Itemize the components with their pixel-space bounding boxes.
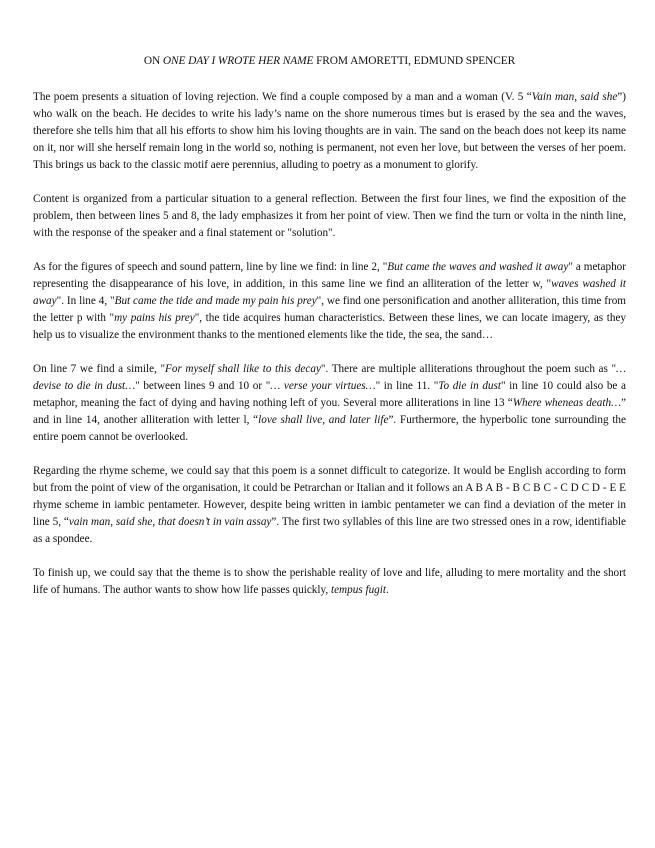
paragraph-rhyme-scheme — [33, 463, 626, 548]
text-run: " in line 10 could also be a metaphor, meaning the fact of dying and having nothing left of you. Several more alliterations in line 13 “ — [33, 380, 626, 409]
text-run: Regarding the rhyme scheme, we could say that this poem is a sonnet difficult to categorize. It would be English according to form but from the point of view of the organisation, it could be Petrarchan or Italian and it follows an A B A B - B C B C - C D C D - E E rhyme scheme in iambic pentameter. However, despite being written in iambic pentameter we can find a deviation of the meter in line 5, “ — [33, 465, 626, 528]
quote-run: But came the waves and washed it away — [387, 261, 569, 273]
paragraph-content — [33, 191, 626, 242]
title-prefix: ON — [143, 55, 163, 67]
quote-run: To die in dust — [438, 380, 501, 392]
text-run: ". In line 4, " — [56, 295, 115, 307]
quote-run: vain man, said she, that doesn’t in vain assay — [68, 516, 272, 528]
text-run: To finish up, we could say that the theme is to show the perishable reality of love and life, alluding to mere mortality and the short life of humans. The author wants to show how life passes quickly, — [33, 567, 626, 596]
quote-run: waves washed it away — [33, 278, 627, 307]
paragraph-simile — [33, 361, 626, 446]
text-run: As for the figures of speech and sound pattern, line by line we find: in line 2, " — [33, 261, 388, 273]
text-run: On line 7 we find a simile, " — [33, 363, 166, 375]
text-run: ”. The first two syllables of this line are two stressed ones in a row, identifiable as a spondee. — [33, 516, 626, 545]
quote-run: But came the tide and made my pain his prey — [114, 295, 317, 307]
text-run: ". There are multiple alliterations throughout the poem such as " — [320, 363, 617, 375]
text-run: The poem presents a situation of loving rejection. We find a couple composed by a man and a woman (V. 5 “ — [33, 91, 532, 103]
title-poem-name: ONE DAY I WROTE HER NAME — [162, 55, 314, 67]
text-run: " between lines 9 and 10 or " — [135, 380, 271, 392]
quote-run: … devise to die in dust… — [33, 363, 626, 392]
text-run: ” and in line 14, another alliteration with letter l, “ — [33, 397, 626, 426]
quote-run: For myself shall like to this decay — [165, 363, 321, 375]
quote-run: love shall live, and later life — [258, 414, 389, 426]
text-run: ”. Furthermore, the hyperbolic tone surrounding the entire poem cannot be overlooked. — [33, 414, 626, 443]
paragraph-conclusion — [33, 565, 626, 599]
paragraph-figures — [33, 259, 626, 344]
text-run: . — [386, 584, 389, 596]
text-run: Content is organized from a particular situation to a general reflection. Between the first four lines, we find the exposition of the problem, then between lines 5 and 8, the lady emphasizes it from her point of view. Then we find the turn or volta in the ninth line, with the response of the speaker and a final statement or "solution". — [33, 193, 626, 239]
document-title — [33, 53, 626, 70]
title-suffix: FROM AMORETTI, EDMUND SPENCER — [313, 55, 516, 67]
quote-run: tempus fugit — [330, 584, 386, 596]
text-run: " a metaphor representing the disappearance of his love, in addition, in this same line we find an alliteration of the letter w, " — [33, 261, 627, 290]
quote-run: Where wheneas death… — [512, 397, 622, 409]
quote-run: … verse your virtues… — [270, 380, 376, 392]
document-page — [33, 53, 626, 616]
quote-run: Vain man, said she — [531, 91, 618, 103]
text-run: ”) who walk on the beach. He decides to write his lady’s name on the shore numerous times but is erased by the sea and the waves, therefore she tells him that all his efforts to show him his loving thoughts are in vain. The sand on the beach does not keep its name on it, nor will she herself remain long in the world so, nothing is permanent, not even her love, but between the verses of her poem. This brings us back to the classic motif aere perennius, alluding to poetry as a monument to glorify. — [33, 91, 626, 171]
text-run: ", the tide acquires human characteristics. Between these lines, we can locate imagery, as they help us to visualize the environment thanks to the mentioned elements like the tide, the sea, the sand… — [33, 312, 627, 341]
text-run: " in line 11. " — [375, 380, 439, 392]
text-run: ", we find one personification and another alliteration, this time from the letter p with " — [33, 295, 627, 324]
paragraph-intro — [33, 89, 626, 174]
quote-run: my pains his prey — [114, 312, 195, 324]
